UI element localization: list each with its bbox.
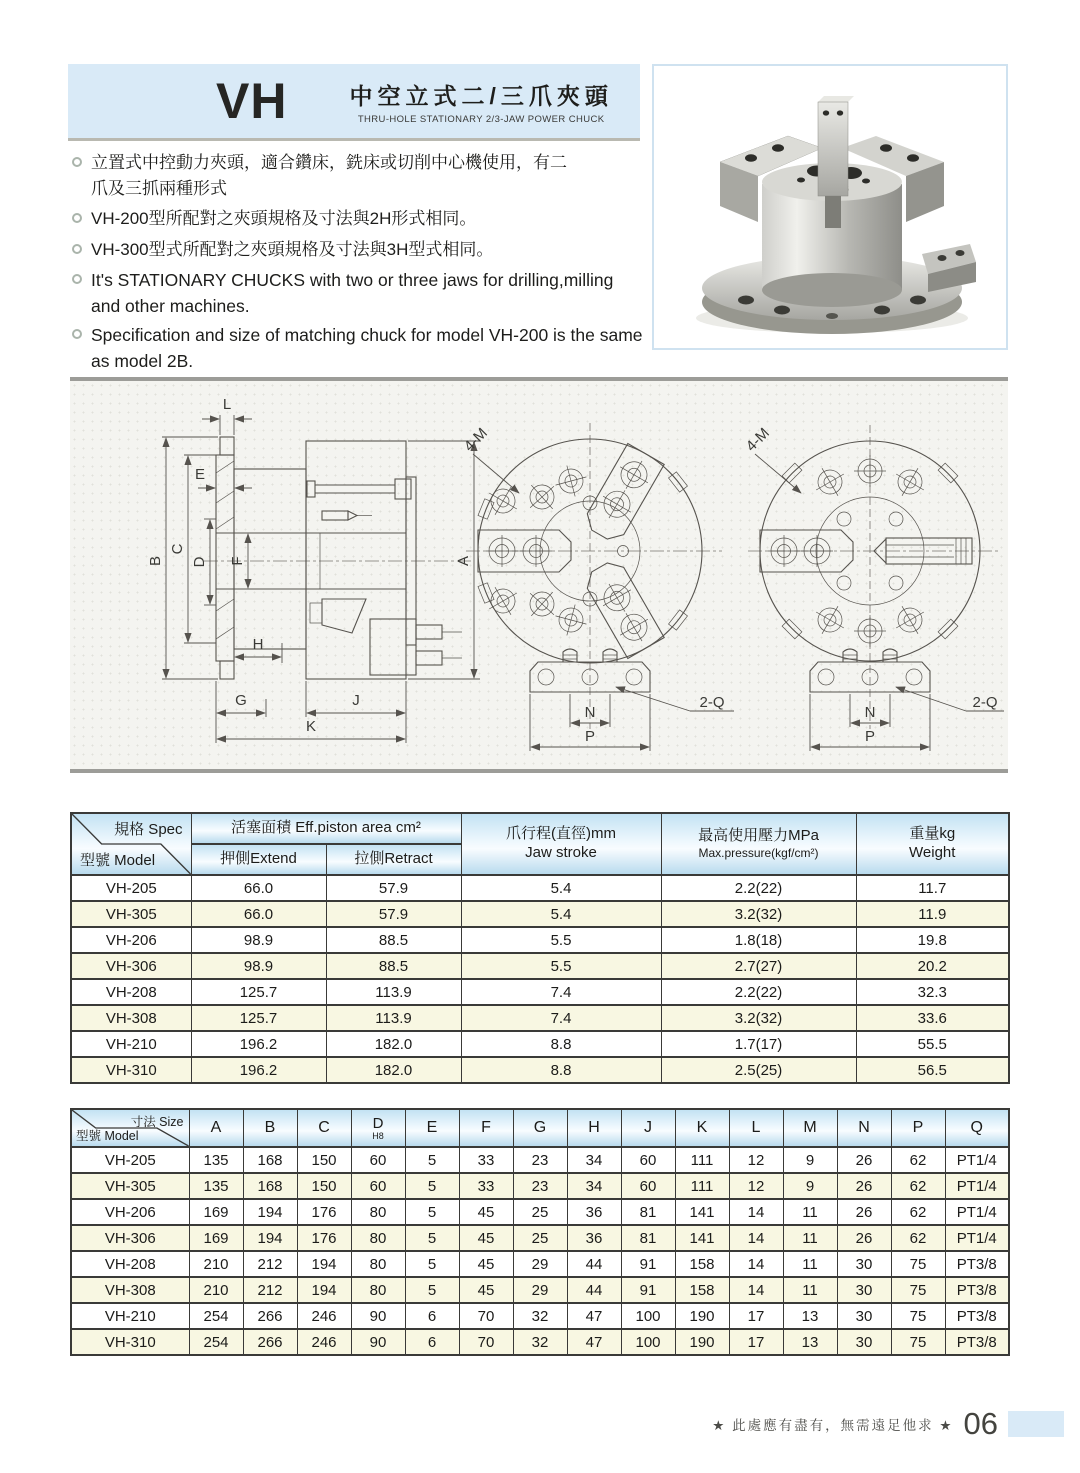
table-cell: 1.7(17) [661, 1031, 856, 1057]
table-cell: 194 [243, 1199, 297, 1225]
dim-label-C: C [169, 543, 186, 555]
table-cell: 14 [729, 1225, 783, 1251]
label-4M: 4-M [742, 424, 773, 455]
table-cell: 80 [351, 1199, 405, 1225]
table-cell: 1.8(18) [661, 927, 856, 953]
bullet-icon [72, 213, 82, 223]
table-cell: 75 [891, 1329, 945, 1355]
table-cell: 254 [189, 1303, 243, 1329]
table-cell: 135 [189, 1173, 243, 1199]
table-cell: 55.5 [856, 1031, 1009, 1057]
dim-label-D: D [191, 556, 208, 568]
dim-label-H: H [252, 636, 264, 653]
corner-top-label: 規格 Spec [114, 821, 183, 838]
table-cell: 14 [729, 1277, 783, 1303]
col-header-K: K [675, 1109, 729, 1147]
table-cell: 33 [459, 1173, 513, 1199]
extend-header: 押側Extend [191, 844, 326, 875]
section-view [147, 396, 480, 743]
table-cell: 36 [567, 1225, 621, 1251]
table-cell: VH-310 [71, 1329, 189, 1355]
table-cell: 23 [513, 1173, 567, 1199]
jaw-stroke-header [461, 813, 661, 875]
table-cell: 8.8 [461, 1057, 661, 1083]
table-cell: 194 [243, 1225, 297, 1251]
table-cell: 33.6 [856, 1005, 1009, 1031]
chuck-photo-illustration [654, 66, 1006, 348]
table-cell: 33 [459, 1147, 513, 1173]
table-cell: 70 [459, 1303, 513, 1329]
corner-cell [71, 813, 191, 875]
label-4M: 4-M [460, 424, 491, 455]
technical-drawing-panel [70, 377, 1008, 773]
table-cell: 3.2(32) [661, 901, 856, 927]
col-header-M: M [783, 1109, 837, 1147]
table-cell: PT1/4 [945, 1199, 1009, 1225]
table-cell: 11 [783, 1225, 837, 1251]
table-cell: 62 [891, 1173, 945, 1199]
table-cell: 212 [243, 1251, 297, 1277]
table-cell: 75 [891, 1251, 945, 1277]
table-cell: 80 [351, 1251, 405, 1277]
table-cell: 6 [405, 1303, 459, 1329]
table-cell: 169 [189, 1225, 243, 1251]
list-item [72, 267, 647, 320]
bullet-icon [72, 329, 82, 339]
table-cell: 196.2 [191, 1031, 326, 1057]
table-cell: 5.4 [461, 875, 661, 901]
col-header-P: P [891, 1109, 945, 1147]
table-cell: 62 [891, 1225, 945, 1251]
table-cell: 182.0 [326, 1057, 461, 1083]
jaw-stroke-en: Jaw stroke [525, 844, 597, 861]
max-pressure-header [661, 813, 856, 875]
table-cell: 5 [405, 1173, 459, 1199]
table-cell: 26 [837, 1225, 891, 1251]
table-cell: 5 [405, 1147, 459, 1173]
table-cell: 91 [621, 1251, 675, 1277]
list-item [72, 237, 577, 263]
table-cell: 47 [567, 1303, 621, 1329]
table-row [71, 901, 1009, 927]
table-cell: 7.4 [461, 979, 661, 1005]
col-header-F: F [459, 1109, 513, 1147]
dim-label-L: L [222, 396, 232, 413]
table-cell: 11 [783, 1251, 837, 1277]
footer-slogan: ★ 此處應有盡有，無需遠足他求 ★ [712, 1418, 954, 1433]
table-cell: 11 [783, 1199, 837, 1225]
table-cell: 135 [189, 1147, 243, 1173]
table-cell: 212 [243, 1277, 297, 1303]
table-cell: 60 [351, 1173, 405, 1199]
table-cell: 32 [513, 1303, 567, 1329]
list-item [72, 322, 647, 375]
table-cell: 90 [351, 1329, 405, 1355]
table-cell: 25 [513, 1199, 567, 1225]
table-cell: VH-308 [71, 1005, 191, 1031]
two-jaw-front-view [743, 425, 1004, 751]
page-number-accent [1008, 1411, 1064, 1437]
table-cell: 141 [675, 1225, 729, 1251]
table-cell: 57.9 [326, 875, 461, 901]
table-row [71, 1057, 1009, 1083]
table-cell: 20.2 [856, 953, 1009, 979]
label-2Q: 2-Q [699, 694, 725, 711]
page-number: 06 [963, 1406, 998, 1441]
table-cell: 194 [297, 1251, 351, 1277]
table-cell: 47 [567, 1329, 621, 1355]
table-row [71, 953, 1009, 979]
table-cell: 98.9 [191, 953, 326, 979]
table-cell: 26 [837, 1147, 891, 1173]
table-cell: 182.0 [326, 1031, 461, 1057]
table-cell: 150 [297, 1147, 351, 1173]
table-cell: 176 [297, 1199, 351, 1225]
table-cell: 3.2(32) [661, 1005, 856, 1031]
table-cell: 158 [675, 1277, 729, 1303]
table-cell: 30 [837, 1277, 891, 1303]
table-cell: VH-205 [71, 875, 191, 901]
dim-label-N: N [864, 704, 876, 721]
model-series-title: VH [216, 73, 288, 129]
col-header-G: G [513, 1109, 567, 1147]
table-cell: PT1/4 [945, 1173, 1009, 1199]
table-cell: PT3/8 [945, 1251, 1009, 1277]
table-cell: 190 [675, 1329, 729, 1355]
table-cell: 80 [351, 1225, 405, 1251]
table-cell: 30 [837, 1303, 891, 1329]
bullet-icon [72, 157, 82, 167]
weight-header [856, 813, 1009, 875]
table-cell: 13 [783, 1303, 837, 1329]
feature-text: 立置式中控動力夾頭，適合鑽床，銑床或切削中心機使用，有二爪及三抓兩種形式 [91, 153, 567, 198]
table-cell: 32.3 [856, 979, 1009, 1005]
table-cell: 5 [405, 1225, 459, 1251]
size-table-body [71, 1147, 1009, 1355]
max-pressure-en: Max.pressure(kgf/cm²) [698, 846, 819, 861]
retract-header: 拉側Retract [326, 844, 461, 875]
table-cell: 56.5 [856, 1057, 1009, 1083]
table-row [71, 927, 1009, 953]
table-cell: VH-305 [71, 1173, 189, 1199]
table-cell: 6 [405, 1329, 459, 1355]
col-header-N: N [837, 1109, 891, 1147]
table-cell: 45 [459, 1225, 513, 1251]
table-cell: 113.9 [326, 1005, 461, 1031]
table-cell: 25 [513, 1225, 567, 1251]
page-header [68, 64, 640, 141]
corner-top-label: 寸法 Size [130, 1115, 184, 1129]
table-cell: 57.9 [326, 901, 461, 927]
table-cell: 11.7 [856, 875, 1009, 901]
col-header-B: B [243, 1109, 297, 1147]
col-header-L: L [729, 1109, 783, 1147]
feature-text: VH-200型所配對之夾頭規格及寸法與2H形式相同。 [91, 209, 477, 228]
dim-label-N: N [584, 704, 596, 721]
table-row [71, 1031, 1009, 1057]
table-cell: 8.8 [461, 1031, 661, 1057]
col-header-E: E [405, 1109, 459, 1147]
product-photo [652, 64, 1008, 350]
table-cell: 14 [729, 1251, 783, 1277]
col-header-J: J [621, 1109, 675, 1147]
table-cell: 9 [783, 1147, 837, 1173]
table-cell: PT3/8 [945, 1303, 1009, 1329]
table-cell: 141 [675, 1199, 729, 1225]
table-cell: 88.5 [326, 927, 461, 953]
spec-table [70, 812, 1010, 1084]
table-cell: VH-306 [71, 1225, 189, 1251]
table-cell: 266 [243, 1329, 297, 1355]
table-cell: 44 [567, 1277, 621, 1303]
dim-label-J: J [352, 692, 360, 709]
table-cell: VH-206 [71, 1199, 189, 1225]
table-row [71, 1277, 1009, 1303]
dim-label-B: B [147, 555, 164, 567]
table-cell: 168 [243, 1147, 297, 1173]
table-cell: 32 [513, 1329, 567, 1355]
bullet-icon [72, 244, 82, 254]
table-cell: 125.7 [191, 979, 326, 1005]
table-row [71, 1329, 1009, 1355]
corner-bottom-label: 型號 Model [76, 1129, 139, 1143]
dim-label-P: P [864, 728, 876, 745]
table-row [71, 1173, 1009, 1199]
table-row [71, 1251, 1009, 1277]
table-cell: 14 [729, 1199, 783, 1225]
table-cell: 176 [297, 1225, 351, 1251]
table-cell: 34 [567, 1173, 621, 1199]
table-cell: 2.5(25) [661, 1057, 856, 1083]
list-item [72, 150, 577, 201]
feature-text: VH-300型式所配對之夾頭規格及寸法與3H型式相同。 [91, 239, 494, 259]
table-cell: 60 [621, 1147, 675, 1173]
table-cell: 91 [621, 1277, 675, 1303]
table-cell: 5.5 [461, 927, 661, 953]
table-cell: 158 [675, 1251, 729, 1277]
table-cell: 9 [783, 1173, 837, 1199]
jaw-stroke-zh: 爪行程(直徑)mm [506, 825, 616, 843]
header-titles [349, 78, 612, 125]
weight-en: Weight [909, 844, 956, 861]
table-cell: VH-206 [71, 927, 191, 953]
table-cell: 45 [459, 1199, 513, 1225]
table-cell: 29 [513, 1251, 567, 1277]
table-cell: 210 [189, 1277, 243, 1303]
table-cell: 29 [513, 1277, 567, 1303]
table-cell: 246 [297, 1329, 351, 1355]
dim-label-G: G [235, 692, 247, 709]
table-cell: 36 [567, 1199, 621, 1225]
col-header-D [351, 1109, 405, 1147]
table-cell: 190 [675, 1303, 729, 1329]
table-cell: 66.0 [191, 901, 326, 927]
table-cell: 196.2 [191, 1057, 326, 1083]
table-cell: 75 [891, 1303, 945, 1329]
d-label: D [372, 1114, 384, 1132]
table-cell: 26 [837, 1173, 891, 1199]
table-cell: 2.2(22) [661, 875, 856, 901]
table-cell: 2.7(27) [661, 953, 856, 979]
dim-label-F: F [229, 556, 246, 566]
table-cell: 23 [513, 1147, 567, 1173]
table-cell: 246 [297, 1303, 351, 1329]
table-row [71, 1199, 1009, 1225]
col-header-C: C [297, 1109, 351, 1147]
weight-zh: 重量kg [909, 825, 956, 843]
table-cell: 44 [567, 1251, 621, 1277]
table-cell: VH-208 [71, 979, 191, 1005]
technical-drawing [70, 381, 1008, 769]
table-cell: 66.0 [191, 875, 326, 901]
table-cell: 5.4 [461, 901, 661, 927]
table-cell: VH-205 [71, 1147, 189, 1173]
table-cell: 88.5 [326, 953, 461, 979]
table-cell: 5 [405, 1251, 459, 1277]
table-cell: PT3/8 [945, 1329, 1009, 1355]
table-cell: 45 [459, 1251, 513, 1277]
table-cell: 266 [243, 1303, 297, 1329]
d-tolerance: H8 [372, 1130, 384, 1141]
table-cell: 111 [675, 1173, 729, 1199]
table-cell: 70 [459, 1329, 513, 1355]
table-cell: VH-310 [71, 1057, 191, 1083]
table-cell: PT3/8 [945, 1277, 1009, 1303]
dim-label-K: K [305, 718, 317, 735]
table-cell: 2.2(22) [661, 979, 856, 1005]
col-header-Q: Q [945, 1109, 1009, 1147]
table-cell: 100 [621, 1329, 675, 1355]
table-cell: 45 [459, 1277, 513, 1303]
table-row [71, 875, 1009, 901]
table-cell: 19.8 [856, 927, 1009, 953]
table-cell: 81 [621, 1225, 675, 1251]
dim-label-A: A [455, 555, 472, 567]
table-cell: 17 [729, 1303, 783, 1329]
label-2Q: 2-Q [972, 694, 998, 711]
table-cell: 75 [891, 1277, 945, 1303]
table-cell: 17 [729, 1329, 783, 1355]
table-cell: 60 [351, 1147, 405, 1173]
table-cell: 26 [837, 1199, 891, 1225]
table-cell: VH-208 [71, 1251, 189, 1277]
table-cell: 125.7 [191, 1005, 326, 1031]
feature-text: It's STATIONARY CHUCKS with two or three jaws for drilling,milling and other machines. [91, 270, 614, 317]
table-cell: 30 [837, 1251, 891, 1277]
table-cell: PT1/4 [945, 1225, 1009, 1251]
table-cell: 5.5 [461, 953, 661, 979]
table-cell: 12 [729, 1147, 783, 1173]
table-cell: 150 [297, 1173, 351, 1199]
table-cell: 113.9 [326, 979, 461, 1005]
table-cell: 11.9 [856, 901, 1009, 927]
table-row [71, 1147, 1009, 1173]
list-item [72, 206, 577, 232]
table-cell: 62 [891, 1147, 945, 1173]
product-title-zh: 中空立式二/三爪夾頭 [349, 82, 613, 109]
table-cell: PT1/4 [945, 1147, 1009, 1173]
table-cell: 80 [351, 1277, 405, 1303]
corner-cell [71, 1109, 189, 1147]
dim-label-E: E [194, 466, 206, 483]
table-cell: VH-308 [71, 1277, 189, 1303]
feature-text: Specification and size of matching chuck for model VH-200 is the same as model 2B. [91, 324, 643, 371]
table-row [71, 979, 1009, 1005]
table-cell: 62 [891, 1199, 945, 1225]
dim-label-P: P [584, 728, 596, 745]
max-pressure-zh: 最高使用壓力MPa [698, 827, 819, 845]
table-cell: 5 [405, 1199, 459, 1225]
table-cell: VH-306 [71, 953, 191, 979]
bullet-icon [72, 274, 82, 284]
spec-table-body [71, 875, 1009, 1083]
table-cell: 7.4 [461, 1005, 661, 1031]
table-cell: 111 [675, 1147, 729, 1173]
table-cell: VH-305 [71, 901, 191, 927]
table-cell: 11 [783, 1277, 837, 1303]
table-cell: 90 [351, 1303, 405, 1329]
table-cell: 169 [189, 1199, 243, 1225]
table-cell: VH-210 [71, 1031, 191, 1057]
size-table [70, 1108, 1010, 1356]
col-header-A: A [189, 1109, 243, 1147]
table-cell: 100 [621, 1303, 675, 1329]
table-cell: 254 [189, 1329, 243, 1355]
table-cell: 34 [567, 1147, 621, 1173]
table-cell: 194 [297, 1277, 351, 1303]
table-cell: 60 [621, 1173, 675, 1199]
table-cell: 168 [243, 1173, 297, 1199]
piston-area-header: 活塞面積 Eff.piston area cm² [191, 813, 461, 844]
col-header-H: H [567, 1109, 621, 1147]
table-cell: 81 [621, 1199, 675, 1225]
table-cell: VH-210 [71, 1303, 189, 1329]
table-row [71, 1303, 1009, 1329]
table-cell: 5 [405, 1277, 459, 1303]
table-cell: 12 [729, 1173, 783, 1199]
table-cell: 30 [837, 1329, 891, 1355]
size-table-header [71, 1109, 1009, 1147]
table-cell: 13 [783, 1329, 837, 1355]
table-row [71, 1005, 1009, 1031]
table-row [71, 1225, 1009, 1251]
three-jaw-front-view [461, 423, 734, 751]
table-cell: 210 [189, 1251, 243, 1277]
product-title-en: THRU-HOLE STATIONARY 2/3-JAW POWER CHUCK [357, 113, 605, 125]
table-cell: 98.9 [191, 927, 326, 953]
spec-table-header [71, 813, 1009, 875]
page-footer [712, 1406, 1064, 1442]
corner-bottom-label: 型號 Model [80, 852, 156, 869]
